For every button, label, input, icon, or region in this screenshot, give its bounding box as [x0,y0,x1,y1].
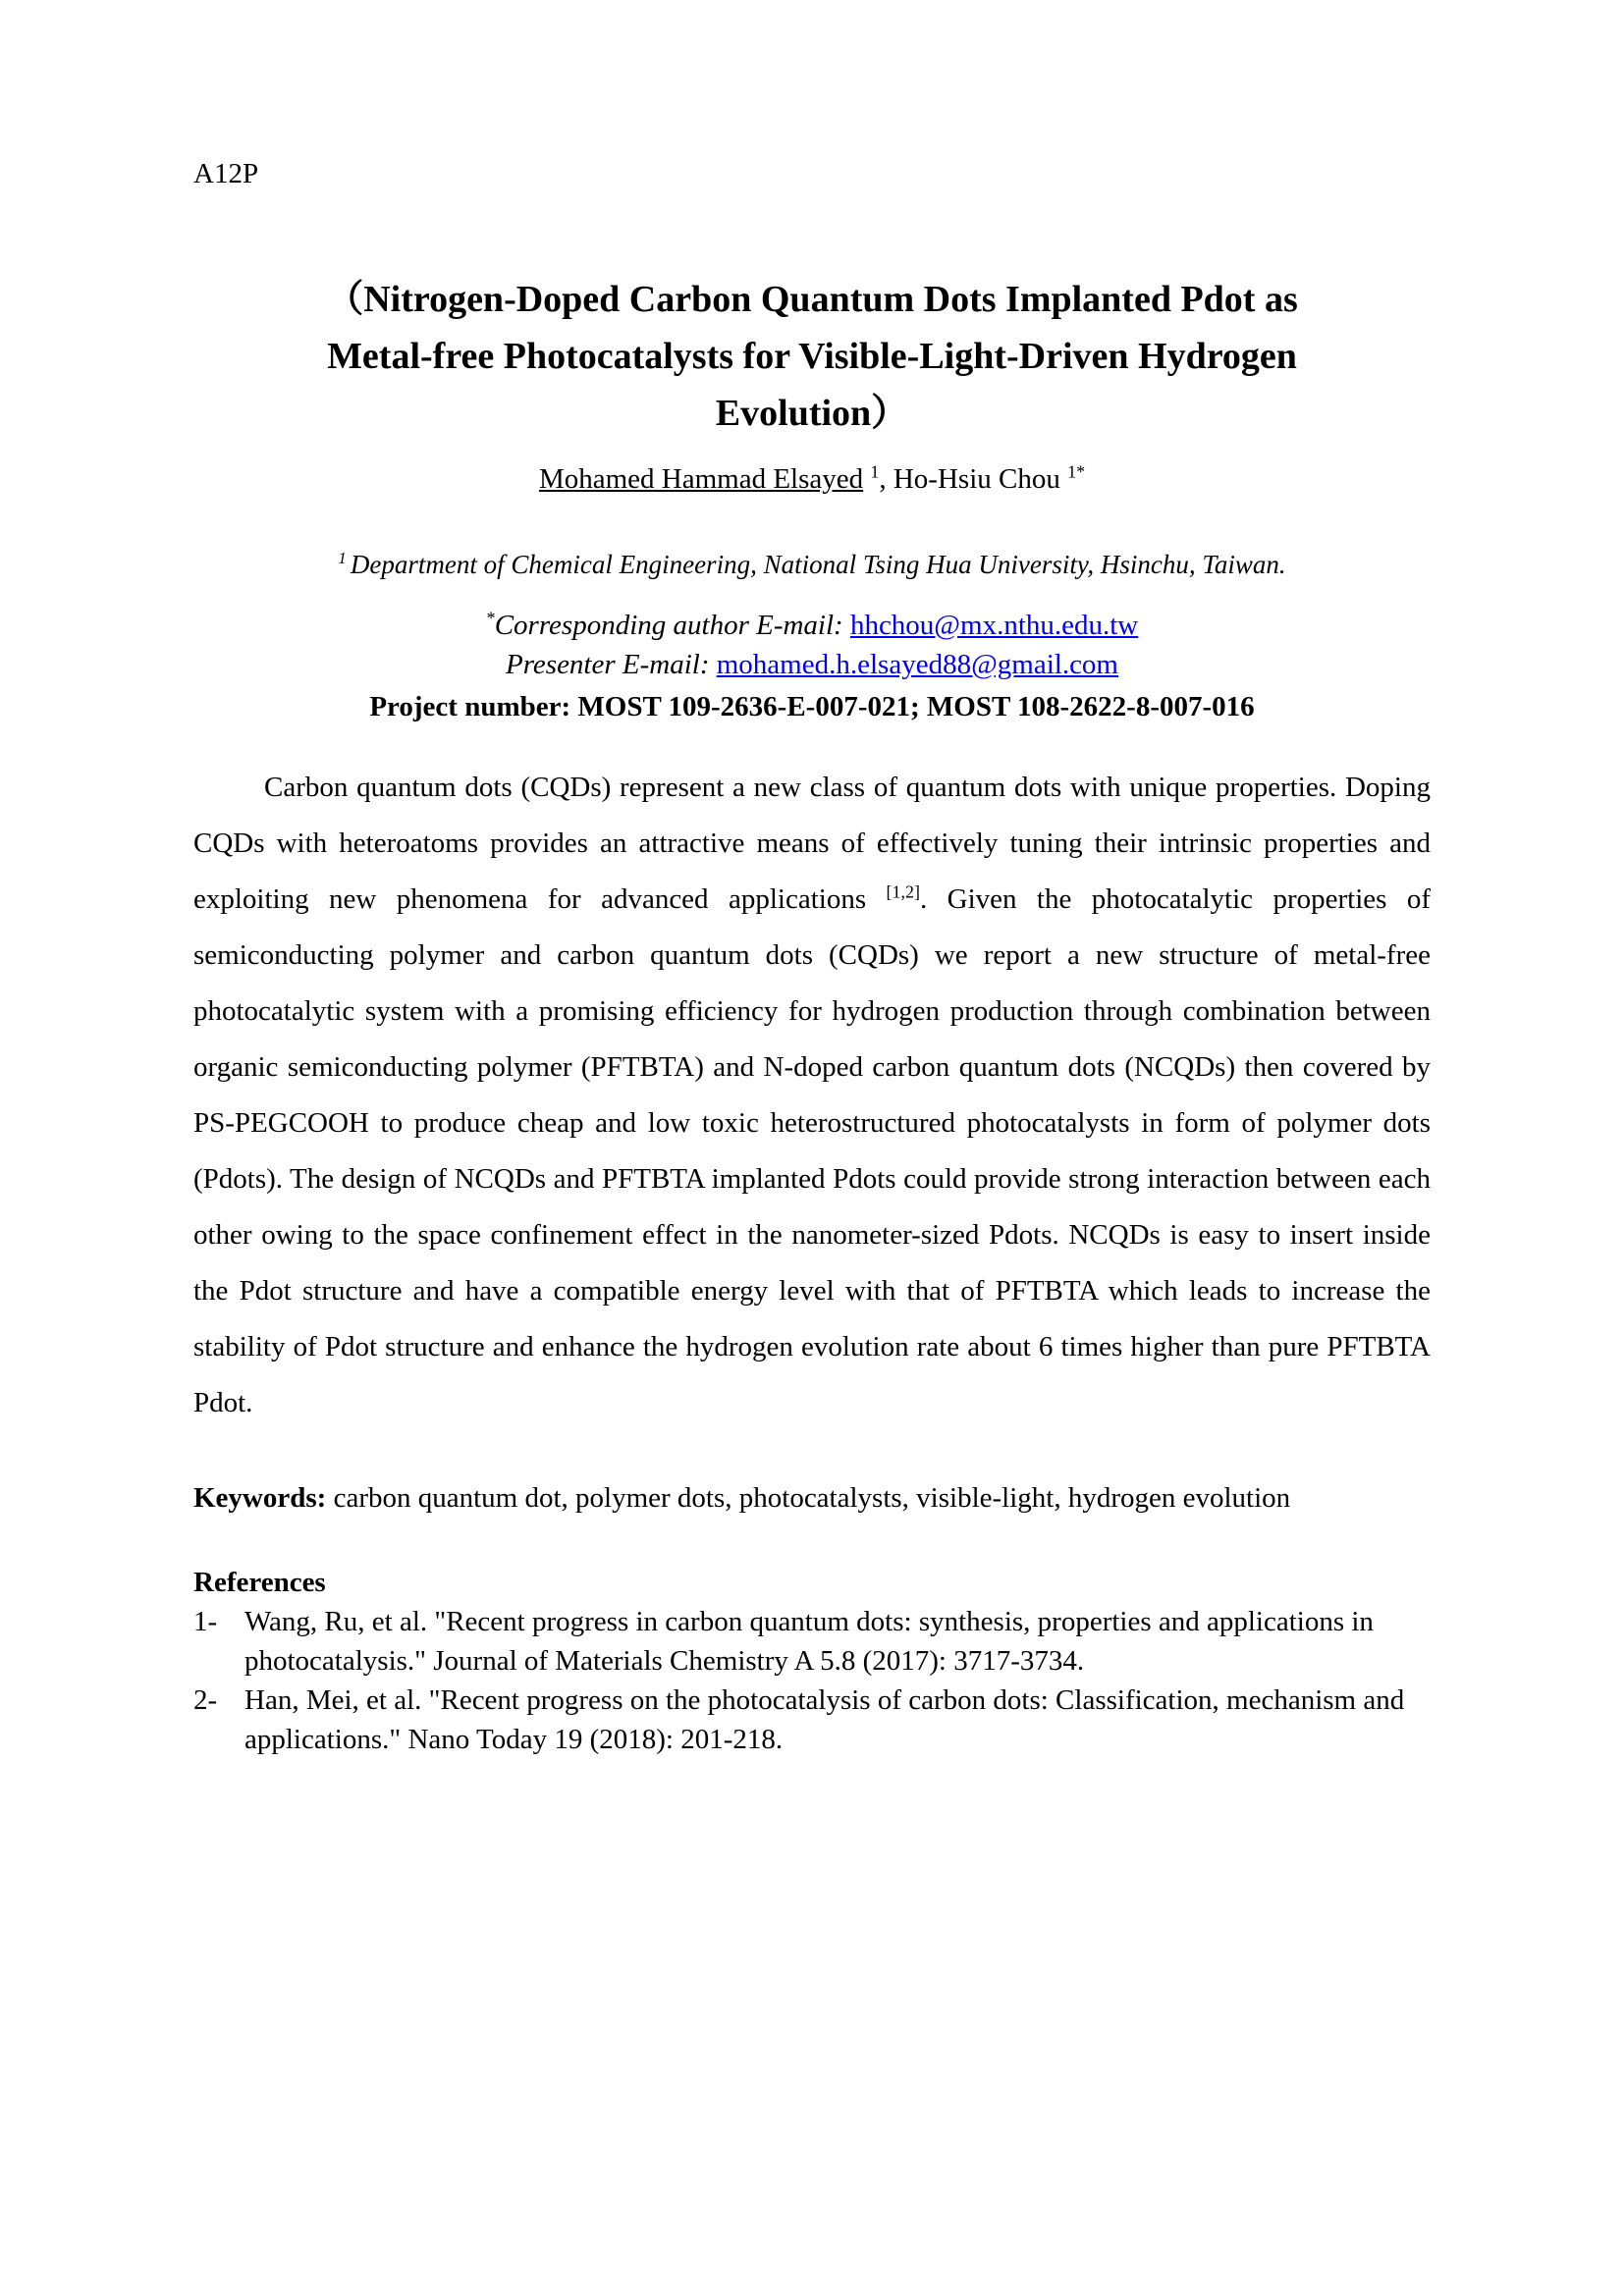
keywords-line [193,1478,1431,1518]
reference-number: 2- [193,1684,218,1716]
citation-superscript: [1,2] [886,881,920,902]
corresponding-label: Corresponding author E-mail: [494,610,850,641]
affiliation-superscript: 1 [338,549,351,567]
paper-title-line-3: Evolution） [715,393,909,434]
author-affiliation-superscript-1: 1 [870,461,880,482]
corresponding-email-link[interactable]: hhchou@mx.nthu.edu.tw [849,610,1139,641]
reference-number: 1- [193,1606,218,1637]
keywords-label: Keywords: [193,1482,327,1514]
reference-item [193,1602,1431,1681]
presenter-label: Presenter E-mail: [505,649,717,680]
references-heading: References [193,1567,326,1598]
keywords-text: carbon quantum dot, polymer dots, photocatalysts, visible-light, hydrogen evolution [326,1482,1291,1514]
paper-title [193,271,1431,442]
references-list [193,1602,1431,1759]
author-affiliation-superscript-2: 1* [1067,461,1086,482]
page-content [193,0,1431,1759]
paper-title-line-1: （Nitrogen-Doped Carbon Quantum Dots Implanted Pdot as [326,279,1298,320]
abstract-text-part-2: . Given the photocatalytic properties of semiconducting polymer and carbon quantum dots (CQDs) we report a new structure of metal-free photocatalytic system with a promising efficiency for hydrogen production through combination between organic semiconducting polymer (PFTBTA) and N-doped carbon quantum dots (NCQDs) then covered by PS-PEGCOOH to produce cheap and low toxic heterostructured photocatalysts in form of polymer dots (Pdots). The design of NCQDs and PFTBTA implanted Pdots could provide strong interaction between each other owing to the space confinement effect in the nanometer-sized Pdots. NCQDs is easy to insert inside the Pdot structure and have a compatible energy level with that of PFTBTA which leads to increase the stability of Pdot structure and enhance the hydrogen evolution rate about 6 times higher than pure PFTBTA Pdot. [193,883,1431,1418]
reference-text: Wang, Ru, et al. "Recent progress in carbon quantum dots: synthesis, properties and applications in photocatalysis." Journal of Materials Chemistry A 5.8 (2017): 3717-3734. [244,1606,1374,1677]
abstract-text-part-1: Carbon quantum dots (CQDs) represent a new class of quantum dots with unique properties. Doping CQDs with heteroatoms provides an attractive means of effectively tuning their intrinsic properties and exploiting new phenomena for advanced applications [193,772,1431,915]
authors-line [193,459,1431,499]
author-name-presenter: Mohamed Hammad Elsayed [538,463,864,495]
affiliation-text: Department of Chemical Engineering, National Tsing Hua University, Hsinchu, Taiwan. [350,550,1286,579]
presenter-line [193,646,1431,684]
author-name-corresponding: Ho-Hsiu Chou [893,463,1068,495]
project-number-line: Project number: MOST 109-2636-E-007-021; MOST 108-2622-8-007-016 [369,691,1255,722]
paper-title-line-2: Metal-free Photocatalysts for Visible-Light-Driven Hydrogen [327,336,1297,377]
reference-text: Han, Mei, et al. "Recent progress on the photocatalysis of carbon dots: Classification, mechanism and applications." Nano Today 19 (2018): 201-218. [244,1684,1405,1755]
page-code-label: A12P [193,158,259,189]
corresponding-author-line [193,607,1431,645]
corresponding-asterisk: * [485,608,495,628]
presenter-email-link[interactable]: mohamed.h.elsayed88@gmail.com [716,649,1118,680]
author-separator: , [879,463,893,495]
abstract-paragraph [193,760,1431,1431]
affiliation-line [193,548,1431,582]
reference-item [193,1681,1431,1759]
